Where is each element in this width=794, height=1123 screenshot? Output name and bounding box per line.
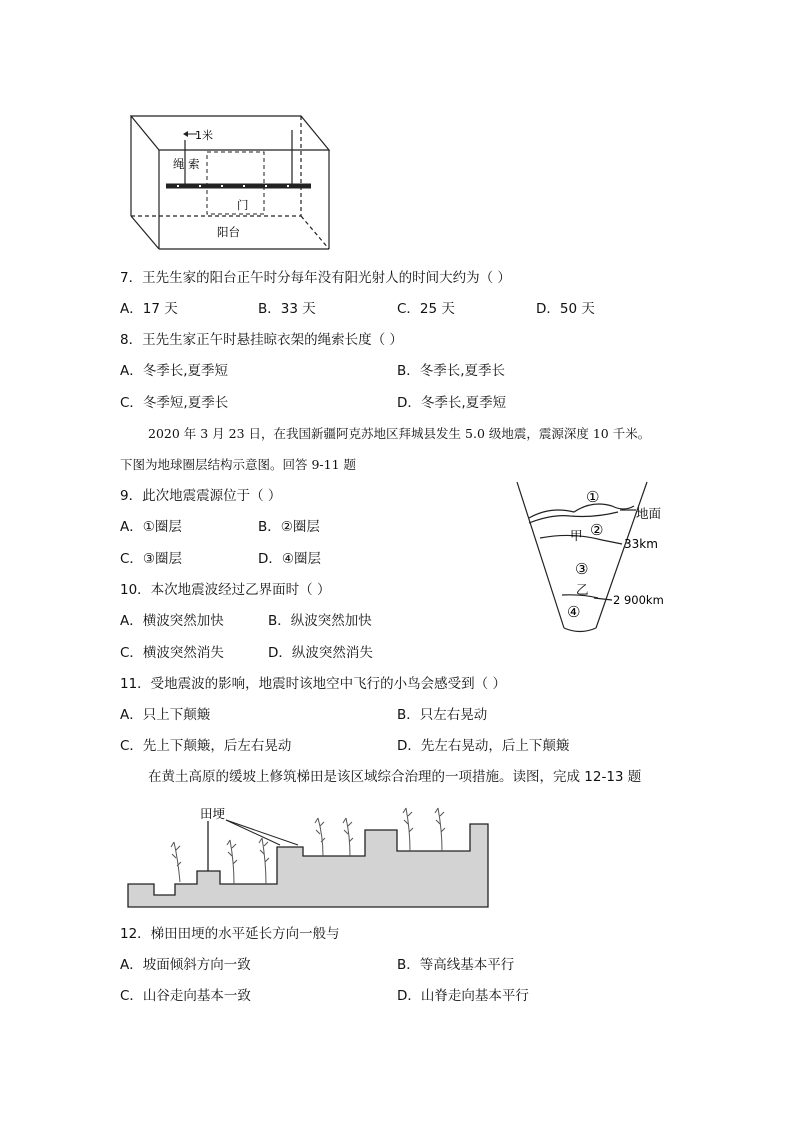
terrace-figure: [120, 800, 500, 912]
label-jia: 甲: [570, 528, 583, 543]
balcony-figure: [125, 112, 335, 254]
q9-option-d[interactable]: D．④圈层: [258, 551, 321, 567]
leader-2900km: [594, 598, 612, 600]
atmosphere-line: [529, 512, 618, 523]
q9-stem: 9．此次地震震源位于（ ）: [120, 488, 282, 504]
core-arc: [564, 628, 596, 632]
q11-option-a[interactable]: A．只上下颠簸: [120, 707, 211, 723]
q9-option-c[interactable]: C．③圈层: [120, 551, 183, 567]
door-outline: [207, 152, 264, 214]
q10-option-a[interactable]: A．横波突然加快: [120, 613, 224, 629]
q7-option-c[interactable]: C．25 天: [397, 301, 455, 317]
q12-option-d[interactable]: D．山脊走向基本平行: [397, 988, 529, 1004]
earth-layers-figure: [512, 478, 684, 638]
label-depth-33km: 33km: [624, 537, 658, 551]
terrace-profile: [128, 824, 488, 907]
q11-option-c[interactable]: C．先上下颠簸，后左右晃动: [120, 738, 292, 754]
q12-option-a[interactable]: A．坡面倾斜方向一致: [120, 957, 251, 973]
q8-option-d[interactable]: D．冬季长,夏季短: [397, 395, 507, 411]
q7-option-d[interactable]: D．50 天: [536, 301, 595, 317]
q10-option-d[interactable]: D．纵波突然消失: [268, 645, 373, 661]
label-balcony: 阳台: [217, 225, 240, 239]
q10-option-c[interactable]: C．横波突然消失: [120, 645, 224, 661]
q12-option-b[interactable]: B．等高线基本平行: [397, 957, 515, 973]
label-1m: 1米: [195, 129, 213, 142]
q7-option-a[interactable]: A．17 天: [120, 301, 178, 317]
label-depth-2900km: 2 900km: [613, 593, 664, 607]
q8-option-c[interactable]: C．冬季短,夏季长: [120, 395, 229, 411]
leader-33km: [602, 540, 622, 544]
q8-option-a[interactable]: A．冬季长,夏季短: [120, 363, 229, 379]
layer-1-label: ①: [586, 488, 600, 506]
ridge-pointer-2: [226, 820, 298, 845]
intro-9-11-line1: 2020 年 3 月 23 日，在我国新疆阿克苏地区拜城县发生 5.0 级地震，震源深度 10 千米。: [148, 426, 651, 441]
q11-stem: 11．受地震波的影响，地震时该地空中飞行的小鸟会感受到（ ）: [120, 676, 506, 692]
q7-option-b[interactable]: B．33 天: [258, 301, 316, 317]
q12-option-c[interactable]: C．山谷走向基本一致: [120, 988, 251, 1004]
layer-2-label: ②: [590, 521, 604, 539]
label-ridge: 田埂: [200, 806, 226, 821]
wedge-left-edge: [517, 482, 564, 628]
arrow-1m-head: [183, 131, 188, 137]
label-door: 门: [237, 198, 249, 212]
label-surface: 地面: [636, 506, 662, 521]
q11-option-d[interactable]: D．先左右晃动，后上下颠簸: [397, 738, 570, 754]
label-yi: 乙: [576, 582, 589, 597]
label-rope: 绳 索: [173, 157, 200, 171]
intro-12-13: 在黄土高原的缓坡上修筑梯田是该区域综合治理的一项措施。读图，完成 12-13 题: [148, 769, 642, 785]
ridge-pointer-1: [226, 820, 280, 845]
q10-option-b[interactable]: B．纵波突然加快: [268, 613, 372, 629]
q10-stem: 10．本次地震波经过乙界面时（ ）: [120, 582, 331, 598]
q8-option-b[interactable]: B．冬季长,夏季长: [397, 363, 506, 379]
q11-option-b[interactable]: B．只左右晃动: [397, 707, 488, 723]
q9-option-b[interactable]: B．②圈层: [258, 519, 320, 535]
q9-option-a[interactable]: A．①圈层: [120, 519, 182, 535]
layer-3-label: ③: [575, 560, 589, 578]
layer-4-label: ④: [567, 603, 581, 621]
q7-stem: 7．王先生家的阳台正午时分每年没有阳光射人的时间大约为（ ）: [120, 270, 511, 286]
q8-stem: 8．王先生家正午时悬挂晾衣架的绳索长度（ ）: [120, 332, 403, 348]
q12-stem: 12．梯田田埂的水平延长方向一般与: [120, 926, 340, 942]
intro-9-11-line2: 下图为地球圈层结构示意图。回答 9-11 题: [120, 457, 357, 472]
